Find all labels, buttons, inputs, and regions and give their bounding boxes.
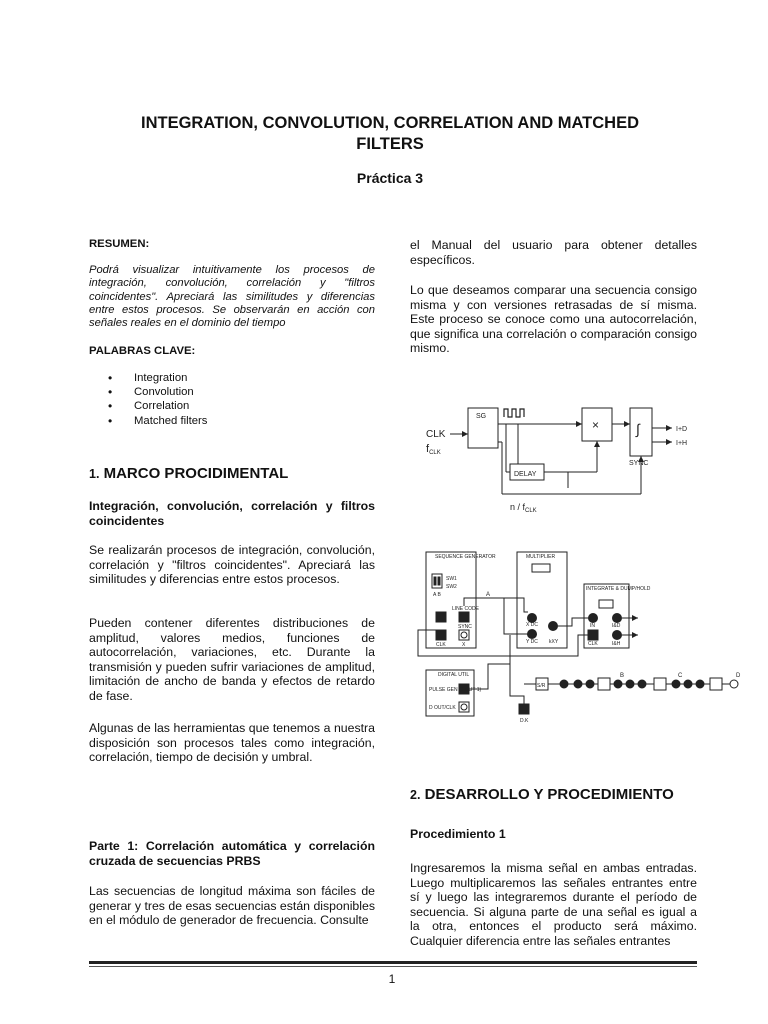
clk-port-label: CLK <box>436 642 446 648</box>
output-2-label: I+H <box>676 440 688 447</box>
resumen-heading: RESUMEN: <box>89 238 150 250</box>
kxy-label: kXY <box>549 639 559 645</box>
pulse-gen-label: PULSE GEN (0 OUT 1) <box>429 687 482 693</box>
keyword-item: • Correlation <box>134 399 207 413</box>
integrator-block <box>630 408 652 456</box>
section-2-title: DESARROLLO Y PROCEDIMIENTO <box>424 786 674 803</box>
sync-label: SYNC <box>629 460 649 467</box>
digital-util-label: DIGITAL UTIL <box>438 672 470 678</box>
sw2-label: SW2 <box>446 584 457 590</box>
fclk-label: fCLK <box>426 443 441 456</box>
section-2-heading <box>410 786 697 803</box>
resumen-text: Podrá visualizar intuitivamente los procesos de integración, convolución, correlación y "filtros coincidentes". Apreciará las similitudes y diferencias entre estos procesos. Se observarán en acción con señales reales en el dominio del tiempo <box>89 264 375 330</box>
clk-label: CLK <box>426 429 446 440</box>
keyword-item: • Integration <box>134 371 207 385</box>
label-d: D <box>736 673 741 679</box>
label-b: B <box>620 673 625 679</box>
right-paragraph-1: el Manual del usuario para obtener detalles específicos. <box>410 238 697 267</box>
procedure-1-text: Ingresaremos la misma señal en ambas entradas. Luego multiplicaremos las señales entrantes entre sí y luego las integraremos durante el período de secuencia. Si alguna parte de una señal es igual a la otra, entonces el producto será máximo. Cualquier diferencia entre las señales entrantes <box>410 861 697 948</box>
section-1-heading <box>89 465 375 482</box>
part-1-text: Las secuencias de longitud máxima son fáciles de generar y tres de esas secuencias están disponibles en el módulo de generador de frecuencia. Consulte <box>89 884 375 928</box>
multiplier-label: MULTIPLIER <box>526 554 556 560</box>
integrate-label: INTEGRATE & DUMP/HOLD <box>586 586 651 592</box>
footer-rule <box>89 961 697 964</box>
keyword-item: • Convolution <box>134 385 207 399</box>
keywords-heading: PALABRAS CLAVE: <box>89 345 196 357</box>
label-a: A <box>486 592 491 598</box>
keywords-list <box>134 371 207 428</box>
section-2-number: 2. <box>410 788 421 802</box>
sync-port-label: SYNC <box>458 624 472 630</box>
right-paragraph-2: Lo que deseamos comparar una secuencia consigo misma y con versiones retrasadas de sí misma. Este proceso se conoce como una autocorrelación, que significa una correlación o comparación consigo mismo. <box>410 283 697 356</box>
ab-label: A B <box>433 592 441 598</box>
paper-title <box>90 113 690 155</box>
clk2-label: CLK <box>588 641 598 647</box>
section-1-title: MARCO PROCIDIMENTAL <box>103 465 289 482</box>
part-1-heading: Parte 1: Correlación automática y correlación cruzada de secuencias PRBS <box>89 839 375 868</box>
paper-subtitle: Práctica 3 <box>356 170 424 186</box>
x-port-label: X <box>462 642 466 648</box>
section-1-paragraph-1: Se realizarán procesos de integración, convolución, correlación y "filtros coincidentes". Apreciará las similitudes y diferencias entre estos procesos. <box>89 543 375 587</box>
sr-label: S/R <box>537 683 546 689</box>
title-line-2: FILTERS <box>356 135 424 153</box>
keyword-item: • Matched filters <box>134 414 207 428</box>
section-1-paragraph-3: Algunas de las herramientas que tenemos a nuestra disposición son procesos tales como integración, correlación, tiempo de decisión y umbral. <box>89 721 375 765</box>
section-1-subheading: Integración, convolución, correlación y filtros coincidentes <box>89 499 375 528</box>
isd-label: I&D <box>612 623 621 629</box>
section-1-paragraph-2: Pueden contener diferentes distribuciones de amplitud, valores medios, funciones de autocorrelación, variaciones, etc. Durante la transmisión y pueden sufrir variaciones de amplitud, limitación de ancho de banda y efectos de retardo de fase. <box>89 616 375 703</box>
line-code-label: LINE CODE <box>452 606 479 612</box>
sg-label: SG <box>476 413 487 420</box>
ydc-label: Y DC <box>526 639 538 645</box>
seq-gen-label: SEQUENCE GENERATOR <box>435 554 496 560</box>
dk-label: D.K <box>520 718 529 722</box>
module-patching-diagram <box>412 546 747 722</box>
correlator-block-diagram <box>420 398 695 518</box>
output-1-label: I+D <box>676 426 688 433</box>
procedure-1-heading: Procedimiento 1 <box>410 827 506 841</box>
label-c: C <box>678 673 683 679</box>
delay-label: DELAY <box>514 471 537 478</box>
footer-rule-thin <box>89 966 697 967</box>
page-number: 1 <box>388 972 396 986</box>
dout-clk-label: D OUT/CLK <box>429 705 456 711</box>
xdc-label: X DC <box>526 622 538 628</box>
n-fclk-label: n / $f_{CLK}$ <box>510 502 537 514</box>
title-line-1: INTEGRATION, CONVOLUTION, CORRELATION AND MATCHED <box>140 114 640 132</box>
sw1-label: SW1 <box>446 576 457 582</box>
multiplier-symbol: × <box>592 418 600 432</box>
in-label: IN <box>590 623 595 629</box>
integral-symbol: ∫ <box>636 421 640 437</box>
ish-label: I&H <box>612 641 621 647</box>
section-1-number: 1. <box>89 467 100 481</box>
